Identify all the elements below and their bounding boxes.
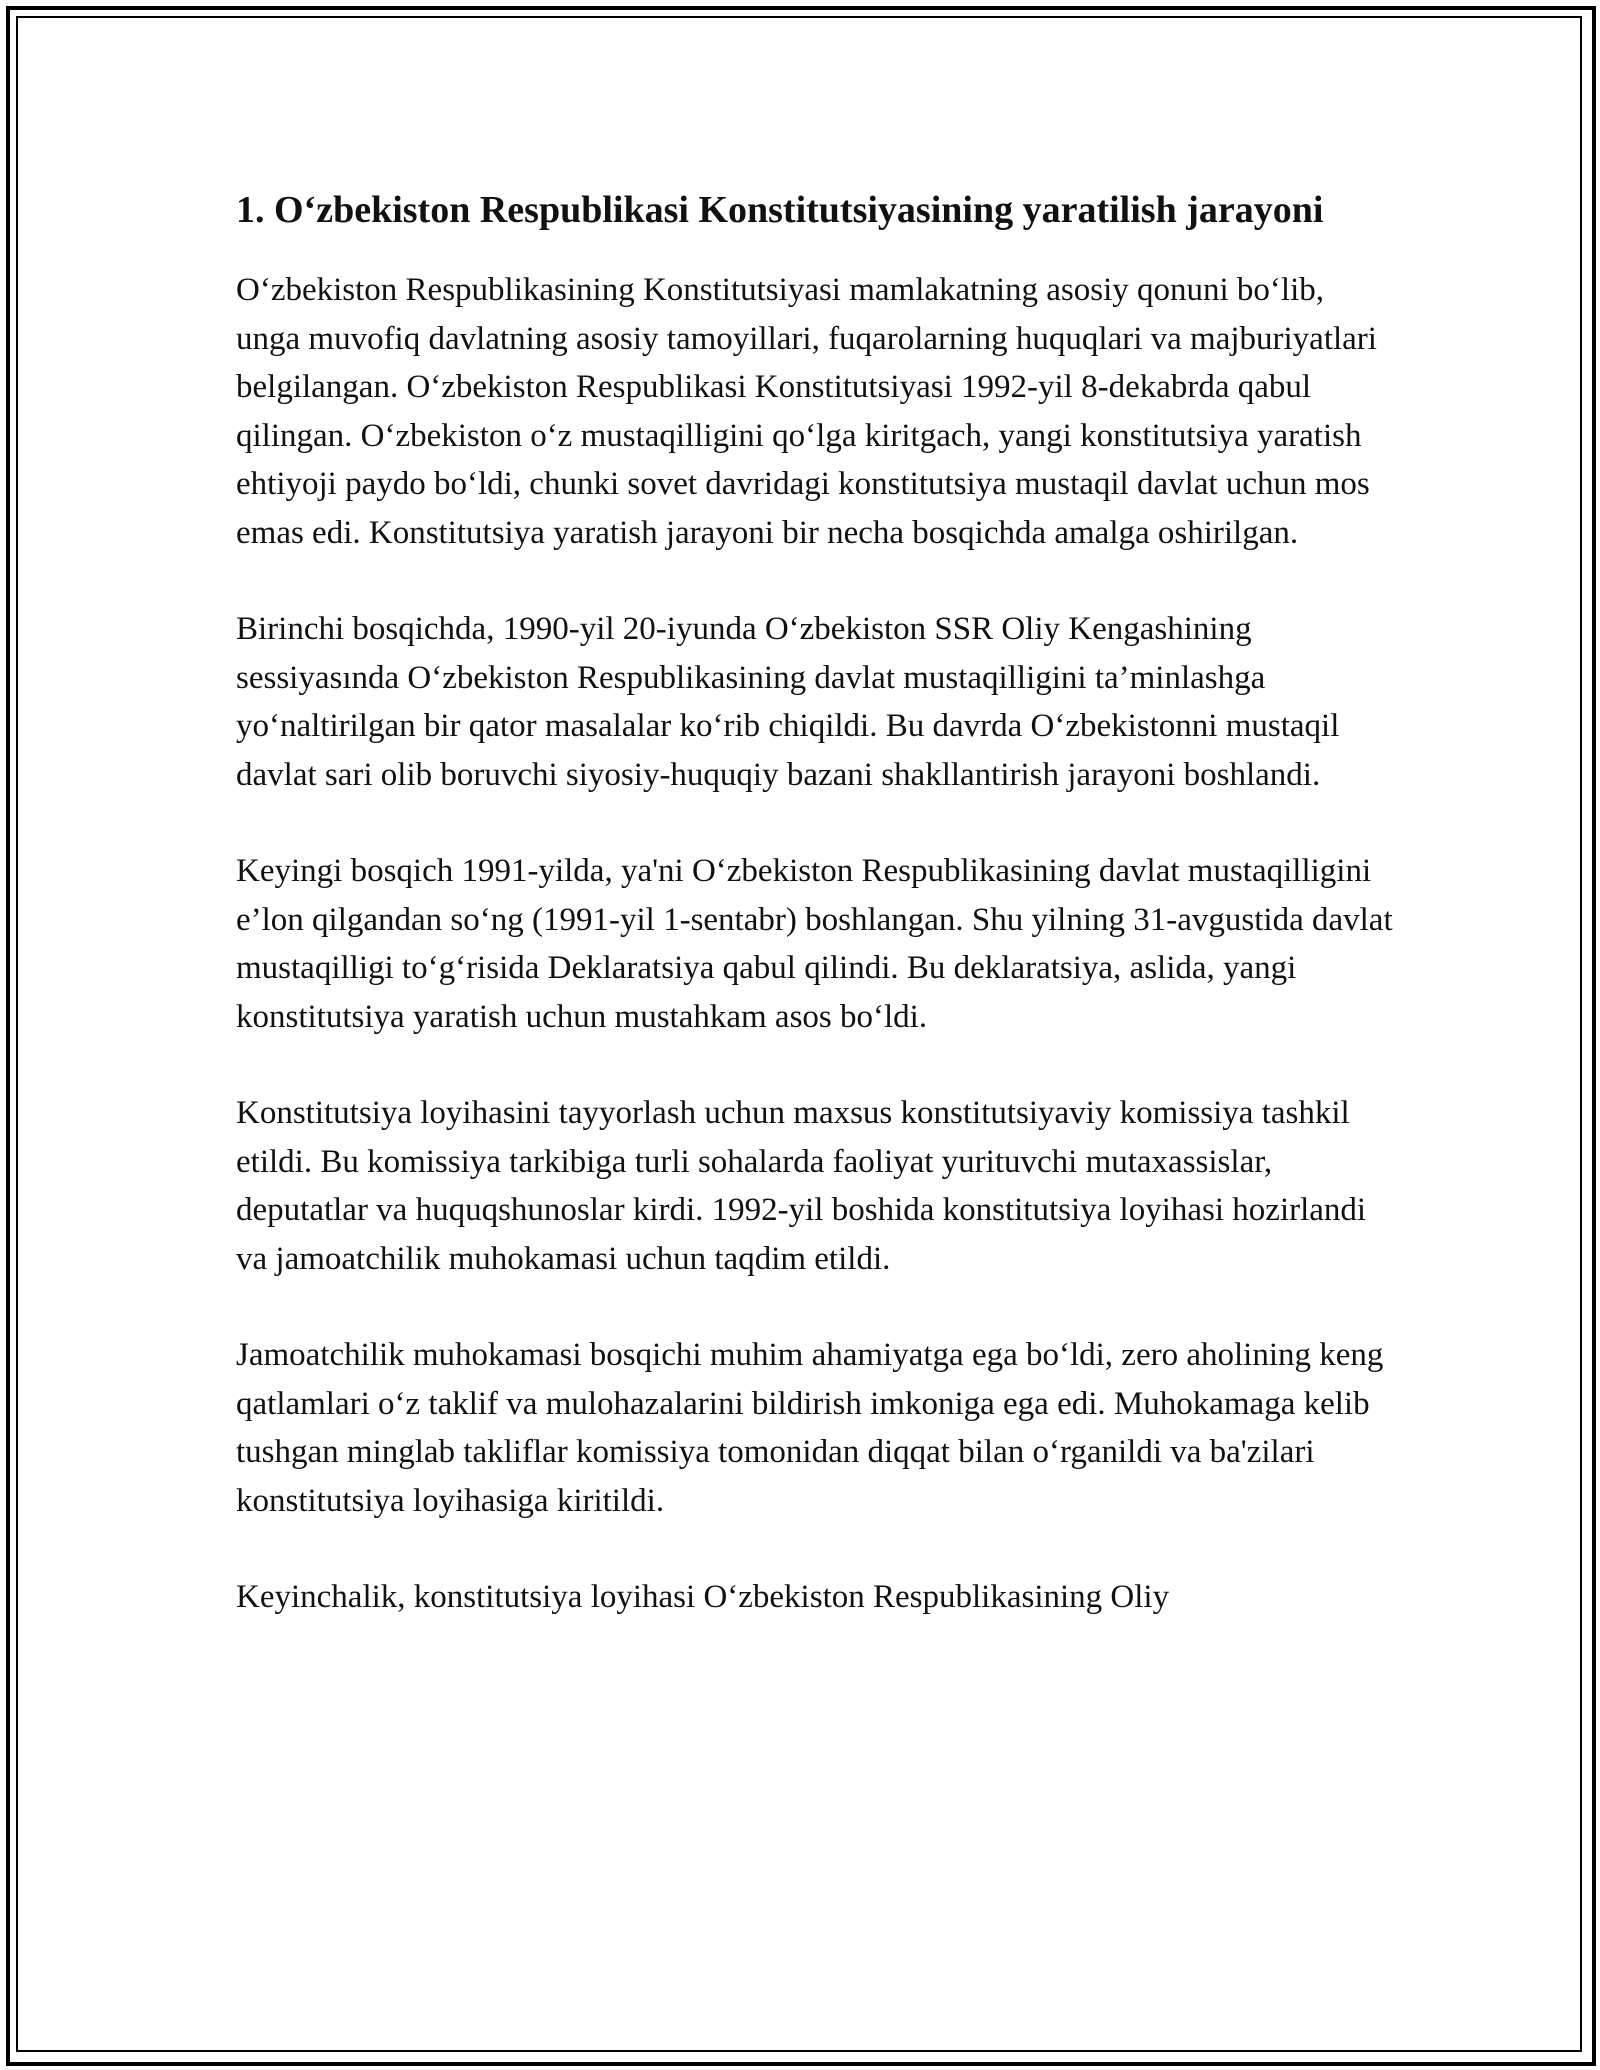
paragraph-first-stage: Birinchi bosqichda, 1990-yil 20-iyunda O‘zbekiston SSR Oliy Kengashining sessiyasında O‘zbekiston Respublikasining davlat mustaqilligini ta’minlashga yo‘naltirilgan bir qator masalalar ko‘rib chiqildi. Bu davrda O‘zbekistonni mustaqil davlat sari olib boruvchi siyosiy-huquqiy bazani shakllantirish jarayoni boshlandi. xyxy=(236,611,1340,793)
paragraph-public-discussion: Jamoatchilik muhokamasi bosqichi muhim ahamiyatga ega bo‘ldi, zero aholining keng qatlamlari o‘z taklif va mulohazalarini bildirish imkoniga ega edi. Muhokamaga kelib tushgan minglab takliflar komissiya tomonidan diqqat bilan o‘rganildi va ba'zilari konstitutsiya loyihasiga kiritildi. xyxy=(236,1337,1384,1519)
document-title: 1. O‘zbekiston Respublikasi Konstitutsiyasining yaratilish jarayoni xyxy=(236,189,1324,231)
paragraph-intro: O‘zbekiston Respublikasining Konstitutsiyasi mamlakatning asosiy qonuni bo‘lib, unga muvofiq davlatning asosiy tamoyillari, fuqarolarning huquqlari va majburiyatlari belgilangan. O‘zbekiston Respublikasi Konstitutsiyasi 1992-yil 8-dekabrda qabul qilingan. O‘zbekiston o‘z mustaqilligini qo‘lga kiritgach, yangi konstitutsiya yaratish ehtiyoji paydo bo‘ldi, chunki sovet davridagi konstitutsiya mustaqil davlat uchun mos emas edi. Konstitutsiya yaratish jarayoni bir necha bosqichda amalga oshirilgan. xyxy=(236,272,1377,551)
document-body xyxy=(236,183,1396,1622)
paragraph-continuation: Keyinchalik, konstitutsiya loyihasi O‘zbekiston Respublikasining Oliy xyxy=(236,1579,1170,1615)
paragraph-commission: Konstitutsiya loyihasini tayyorlash uchun maxsus konstitutsiyaviy komissiya tashkil etildi. Bu komissiya tarkibiga turli sohalarda faoliyat yurituvchi mutaxassislar, deputatlar va huquqshunoslar kirdi. 1992-yil boshida konstitutsiya loyihasi hozirlandi va jamoatchilik muhokamasi uchun taqdim etildi. xyxy=(236,1095,1367,1277)
paragraph-next-stage: Keyingi bosqich 1991-yilda, ya'ni O‘zbekiston Respublikasining davlat mustaqilligini e’lon qilgandan so‘ng (1991-yil 1-sentabr) boshlangan. Shu yilning 31-avgustida davlat mustaqilligi to‘g‘risida Deklaratsiya qabul qilindi. Bu deklaratsiya, aslida, yangi konstitutsiya yaratish uchun mustahkam asos bo‘ldi. xyxy=(236,853,1393,1035)
